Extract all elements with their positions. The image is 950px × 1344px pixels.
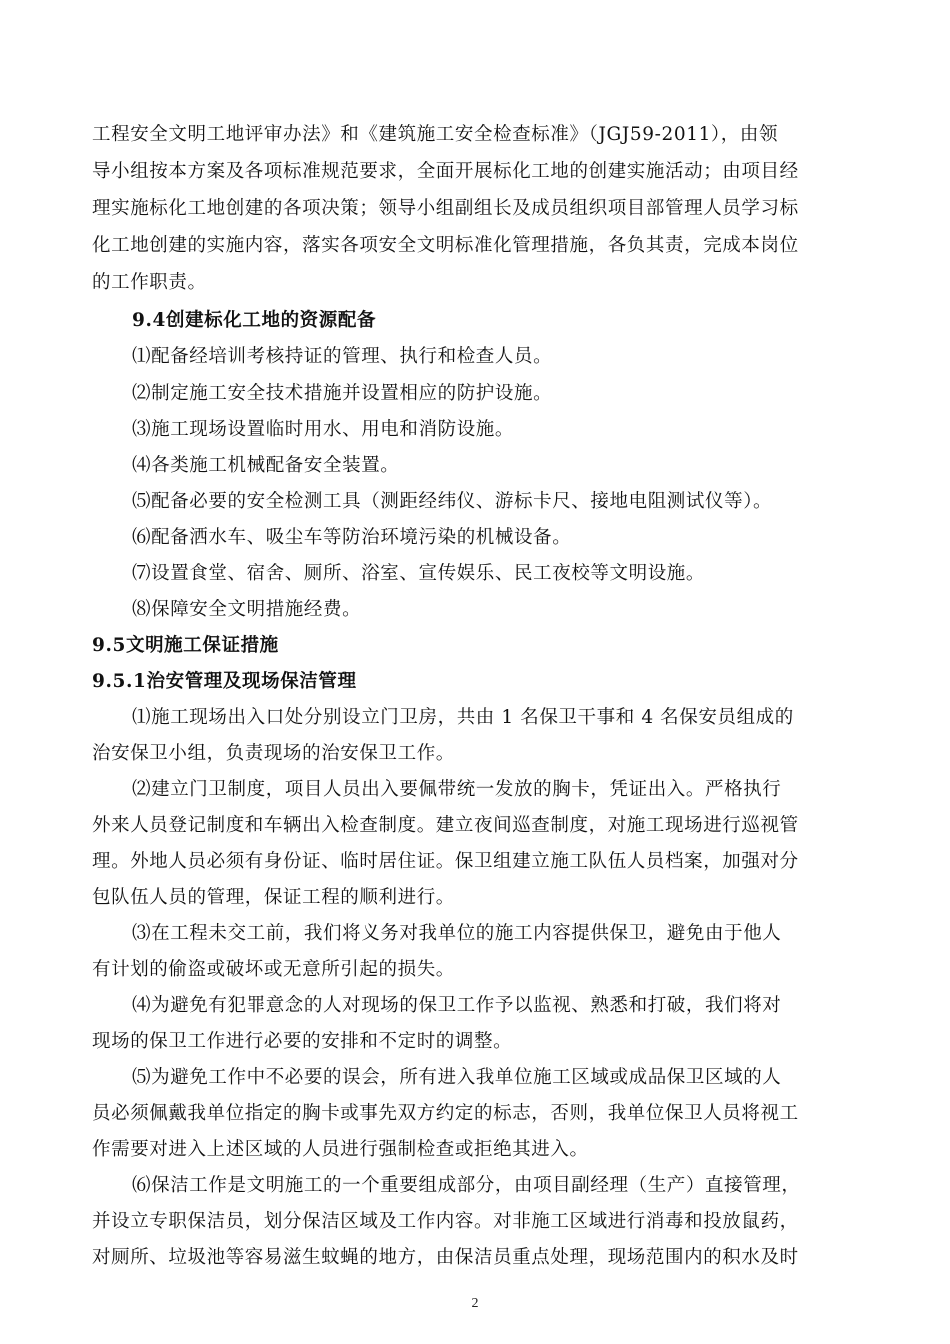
list-item: ⑵制定施工安全技术措施并设置相应的防护设施。 — [132, 383, 553, 404]
list-item: ⑴配备经培训考核持证的管理、执行和检查人员。 — [132, 346, 553, 367]
paragraph-line: 治安保卫小组，负责现场的治安保卫工作。 — [92, 743, 455, 764]
text-line: 导小组按本方案及各项标准规范要求，全面开展标化工地的创建实施活动；由项目经 — [92, 161, 799, 182]
page-number: 2 — [471, 1296, 479, 1311]
paragraph-line: ⑶在工程未交工前，我们将义务对我单位的施工内容提供保卫，避免由于他人 — [132, 923, 782, 944]
text-line: 的工作职责。 — [92, 272, 207, 293]
paragraph-line: 有计划的偷盗或破坏或无意所引起的损失。 — [92, 959, 455, 980]
text-line: 理实施标化工地创建的各项决策；领导小组副组长及成员组织项目部管理人员学习标 — [92, 198, 799, 219]
list-item: ⑶施工现场设置临时用水、用电和消防设施。 — [132, 419, 515, 440]
paragraph-line: ⑴施工现场出入口处分别设立门卫房，共由 1 名保卫干事和 4 名保安员组成的 — [132, 707, 794, 728]
paragraph-line: 员必须佩戴我单位指定的胸卡或事先双方约定的标志，否则，我单位保卫人员将视工 — [92, 1103, 799, 1124]
subsection-heading-9-5-1: 9.5.1治安管理及现场保洁管理 — [92, 671, 357, 692]
paragraph-line: 包队伍人员的管理，保证工程的顺利进行。 — [92, 887, 455, 908]
paragraph-line: 作需要对进入上述区域的人员进行强制检查或拒绝其进入。 — [92, 1139, 589, 1160]
paragraph-line: ⑸为避免工作中不必要的误会，所有进入我单位施工区域或成品保卫区域的人 — [132, 1067, 782, 1088]
paragraph-line: ⑷为避免有犯罪意念的人对现场的保卫工作予以监视、熟悉和打破，我们将对 — [132, 995, 782, 1016]
paragraph-line: 现场的保卫工作进行必要的安排和不定时的调整。 — [92, 1031, 513, 1052]
list-item: ⑻保障安全文明措施经费。 — [132, 599, 362, 620]
paragraph-line: 外来人员登记制度和车辆出入检查制度。建立夜间巡查制度，对施工现场进行巡视管 — [92, 815, 799, 836]
paragraph-line: 并设立专职保洁员，划分保洁区域及工作内容。对非施工区域进行消毒和投放鼠药， — [92, 1211, 799, 1232]
list-item: ⑺设置食堂、宿舍、厕所、浴室、宣传娱乐、民工夜校等文明设施。 — [132, 563, 706, 584]
section-heading-9-5: 9.5文明施工保证措施 — [92, 635, 279, 656]
list-item: ⑹配备洒水车、吸尘车等防治环境污染的机械设备。 — [132, 527, 572, 548]
paragraph-line: 理。外地人员必须有身份证、临时居住证。保卫组建立施工队伍人员档案，加强对分 — [92, 851, 799, 872]
text-line: 化工地创建的实施内容，落实各项安全文明标准化管理措施，各负其责，完成本岗位 — [92, 235, 799, 256]
paragraph-line: ⑵建立门卫制度，项目人员出入要佩带统一发放的胸卡，凭证出入。严格执行 — [132, 779, 782, 800]
list-item: ⑸配备必要的安全检测工具（测距经纬仪、游标卡尺、接地电阻测试仪等）。 — [132, 491, 773, 512]
paragraph-line: ⑹保洁工作是文明施工的一个重要组成部分，由项目副经理（生产）直接管理， — [132, 1175, 801, 1196]
section-heading-9-4: 9.4创建标化工地的资源配备 — [132, 310, 377, 331]
paragraph-line: 对厕所、垃圾池等容易滋生蚊蝇的地方，由保洁员重点处理，现场范围内的积水及时 — [92, 1247, 799, 1268]
text-line: 工程安全文明工地评审办法》和《建筑施工安全检查标准》（JGJ59-2011），由领 — [92, 124, 779, 145]
list-item: ⑷各类施工机械配备安全装置。 — [132, 455, 400, 476]
